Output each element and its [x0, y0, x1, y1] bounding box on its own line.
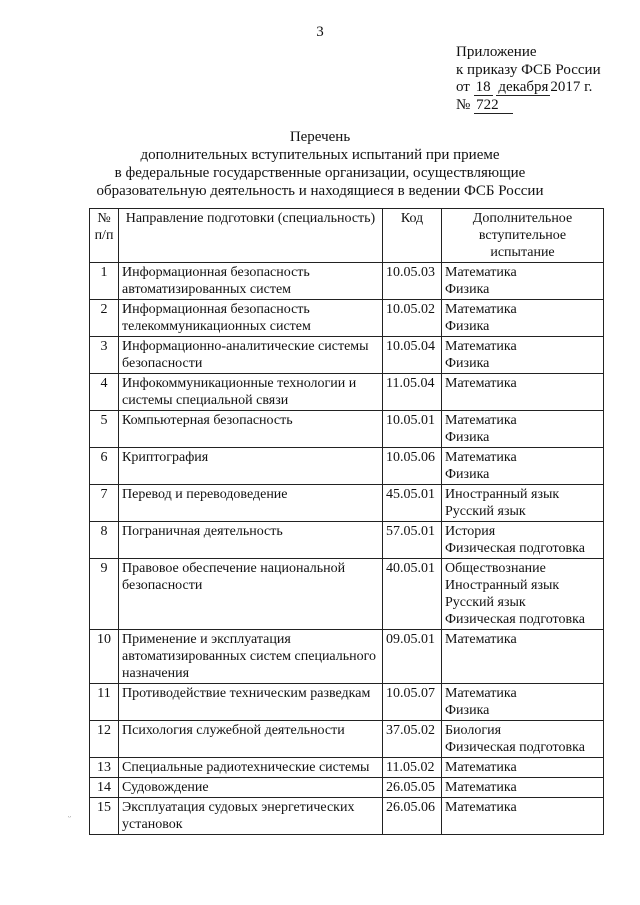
row-number: 8 [90, 522, 119, 559]
table-row [90, 448, 604, 485]
row-direction: Специальные радиотехнические системы [119, 758, 383, 778]
table-row [90, 778, 604, 798]
row-exams [442, 684, 604, 721]
exam-item: Иностранный язык [445, 487, 560, 502]
row-exams [442, 337, 604, 374]
exam-item: Физическая подготовка [445, 740, 585, 755]
row-exams [442, 798, 604, 835]
row-code: 11.05.04 [383, 374, 442, 411]
exam-item: Математика [445, 632, 517, 647]
exam-item: Физика [445, 703, 490, 718]
row-number: 7 [90, 485, 119, 522]
row-direction: Пограничная деятельность [119, 522, 383, 559]
row-exams [442, 522, 604, 559]
exam-item: Математика [445, 450, 517, 465]
table-row [90, 300, 604, 337]
table-row [90, 721, 604, 758]
table-row [90, 758, 604, 778]
header-code: Код [383, 209, 442, 263]
row-number: 12 [90, 721, 119, 758]
row-direction: Судовождение [119, 778, 383, 798]
table-row [90, 485, 604, 522]
header-direction: Направление подготовки (специальность) [119, 209, 383, 263]
exam-item: Математика [445, 339, 517, 354]
row-direction: Инфокоммуникационные технологии и системы специальной связи [119, 374, 383, 411]
row-direction: Перевод и переводоведение [119, 485, 383, 522]
row-direction: Применение и эксплуатация автоматизированных систем специального назначения [119, 630, 383, 684]
row-exams [442, 300, 604, 337]
appendix-line-1: Приложение [456, 44, 537, 60]
table-row [90, 337, 604, 374]
row-code: 11.05.02 [383, 758, 442, 778]
row-code: 26.05.05 [383, 778, 442, 798]
row-exams [442, 559, 604, 630]
row-direction: Компьютерная безопасность [119, 411, 383, 448]
row-code: 45.05.01 [383, 485, 442, 522]
exam-item: Физика [445, 467, 490, 482]
exam-item: Иностранный язык [445, 578, 560, 593]
row-code: 10.05.02 [383, 300, 442, 337]
row-exams [442, 485, 604, 522]
page-number: 3 [316, 24, 324, 40]
exam-item: Обществознание [445, 561, 546, 576]
row-code: 10.05.03 [383, 263, 442, 300]
exam-item: Физическая подготовка [445, 541, 585, 556]
header-num: № п/п [90, 209, 119, 263]
row-number: 4 [90, 374, 119, 411]
row-exams [442, 374, 604, 411]
exams-table [89, 208, 604, 835]
header-exam: Дополнительное вступительное испытание [442, 209, 604, 263]
table-body [90, 263, 604, 835]
row-number: 6 [90, 448, 119, 485]
row-exams [442, 448, 604, 485]
date-year: 2017 г. [550, 79, 593, 95]
exam-item: История [445, 524, 496, 539]
exam-item: Физика [445, 430, 490, 445]
row-exams [442, 778, 604, 798]
table-row [90, 263, 604, 300]
row-number: 5 [90, 411, 119, 448]
row-exams [442, 263, 604, 300]
title-line-2: дополнительных вступительных испытаний при приеме [140, 147, 500, 163]
row-direction: Информационная безопасность автоматизированных систем [119, 263, 383, 300]
table-row [90, 559, 604, 630]
table-row [90, 522, 604, 559]
exam-item: Математика [445, 302, 517, 317]
table-header-row [90, 209, 604, 263]
row-code: 10.05.01 [383, 411, 442, 448]
row-number: 9 [90, 559, 119, 630]
exam-item: Математика [445, 686, 517, 701]
table-row [90, 684, 604, 721]
table-row [90, 411, 604, 448]
appendix-line-2: к приказу ФСБ России [456, 61, 601, 78]
row-exams [442, 411, 604, 448]
row-code: 26.05.06 [383, 798, 442, 835]
date-prefix: от [456, 79, 470, 95]
row-code: 10.05.04 [383, 337, 442, 374]
scan-mark: ᵕ [68, 812, 71, 823]
row-direction: Криптография [119, 448, 383, 485]
exam-item: Физика [445, 356, 490, 371]
row-direction: Правовое обеспечение национальной безопасности [119, 559, 383, 630]
row-direction: Эксплуатация судовых энергетических установок [119, 798, 383, 835]
row-direction: Психология служебной деятельности [119, 721, 383, 758]
exam-item: Математика [445, 265, 517, 280]
appendix-date [456, 79, 601, 97]
row-direction: Противодействие техническим разведкам [119, 684, 383, 721]
date-day: 18 [475, 79, 491, 95]
row-number: 11 [90, 684, 119, 721]
title-line-3: в федеральные государственные организации, осуществляющие [114, 165, 526, 181]
row-exams [442, 630, 604, 684]
exam-item: Физика [445, 282, 490, 297]
title-line-4: образовательную деятельность и находящиеся в ведении ФСБ России [96, 183, 544, 199]
exam-item: Математика [445, 413, 517, 428]
row-number: 15 [90, 798, 119, 835]
exam-item: Математика [445, 780, 517, 795]
date-month: декабря [498, 79, 549, 95]
row-code: 09.05.01 [383, 630, 442, 684]
row-number: 13 [90, 758, 119, 778]
document-title [0, 128, 640, 200]
row-number: 14 [90, 778, 119, 798]
exam-item: Биология [445, 723, 502, 738]
row-number: 2 [90, 300, 119, 337]
title-line-1: Перечень [289, 129, 351, 145]
exam-item: Математика [445, 800, 517, 815]
row-code: 57.05.01 [383, 522, 442, 559]
row-direction: Информационная безопасность телекоммуникационных систем [119, 300, 383, 337]
row-code: 10.05.07 [383, 684, 442, 721]
exam-item: Математика [445, 376, 517, 391]
order-number: 722 [474, 97, 513, 114]
exam-item: Русский язык [445, 504, 526, 519]
row-number: 3 [90, 337, 119, 374]
appendix-number [456, 97, 601, 115]
exam-item: Математика [445, 760, 517, 775]
number-prefix: № [456, 96, 471, 113]
table-row [90, 630, 604, 684]
appendix-block [456, 44, 601, 114]
row-exams [442, 721, 604, 758]
exam-item: Русский язык [445, 595, 526, 610]
table-row [90, 798, 604, 835]
row-number: 10 [90, 630, 119, 684]
table-row [90, 374, 604, 411]
row-code: 37.05.02 [383, 721, 442, 758]
row-code: 40.05.01 [383, 559, 442, 630]
row-number: 1 [90, 263, 119, 300]
row-code: 10.05.06 [383, 448, 442, 485]
row-exams [442, 758, 604, 778]
exam-item: Физика [445, 319, 490, 334]
row-direction: Информационно-аналитические системы безопасности [119, 337, 383, 374]
exam-item: Физическая подготовка [445, 612, 585, 627]
